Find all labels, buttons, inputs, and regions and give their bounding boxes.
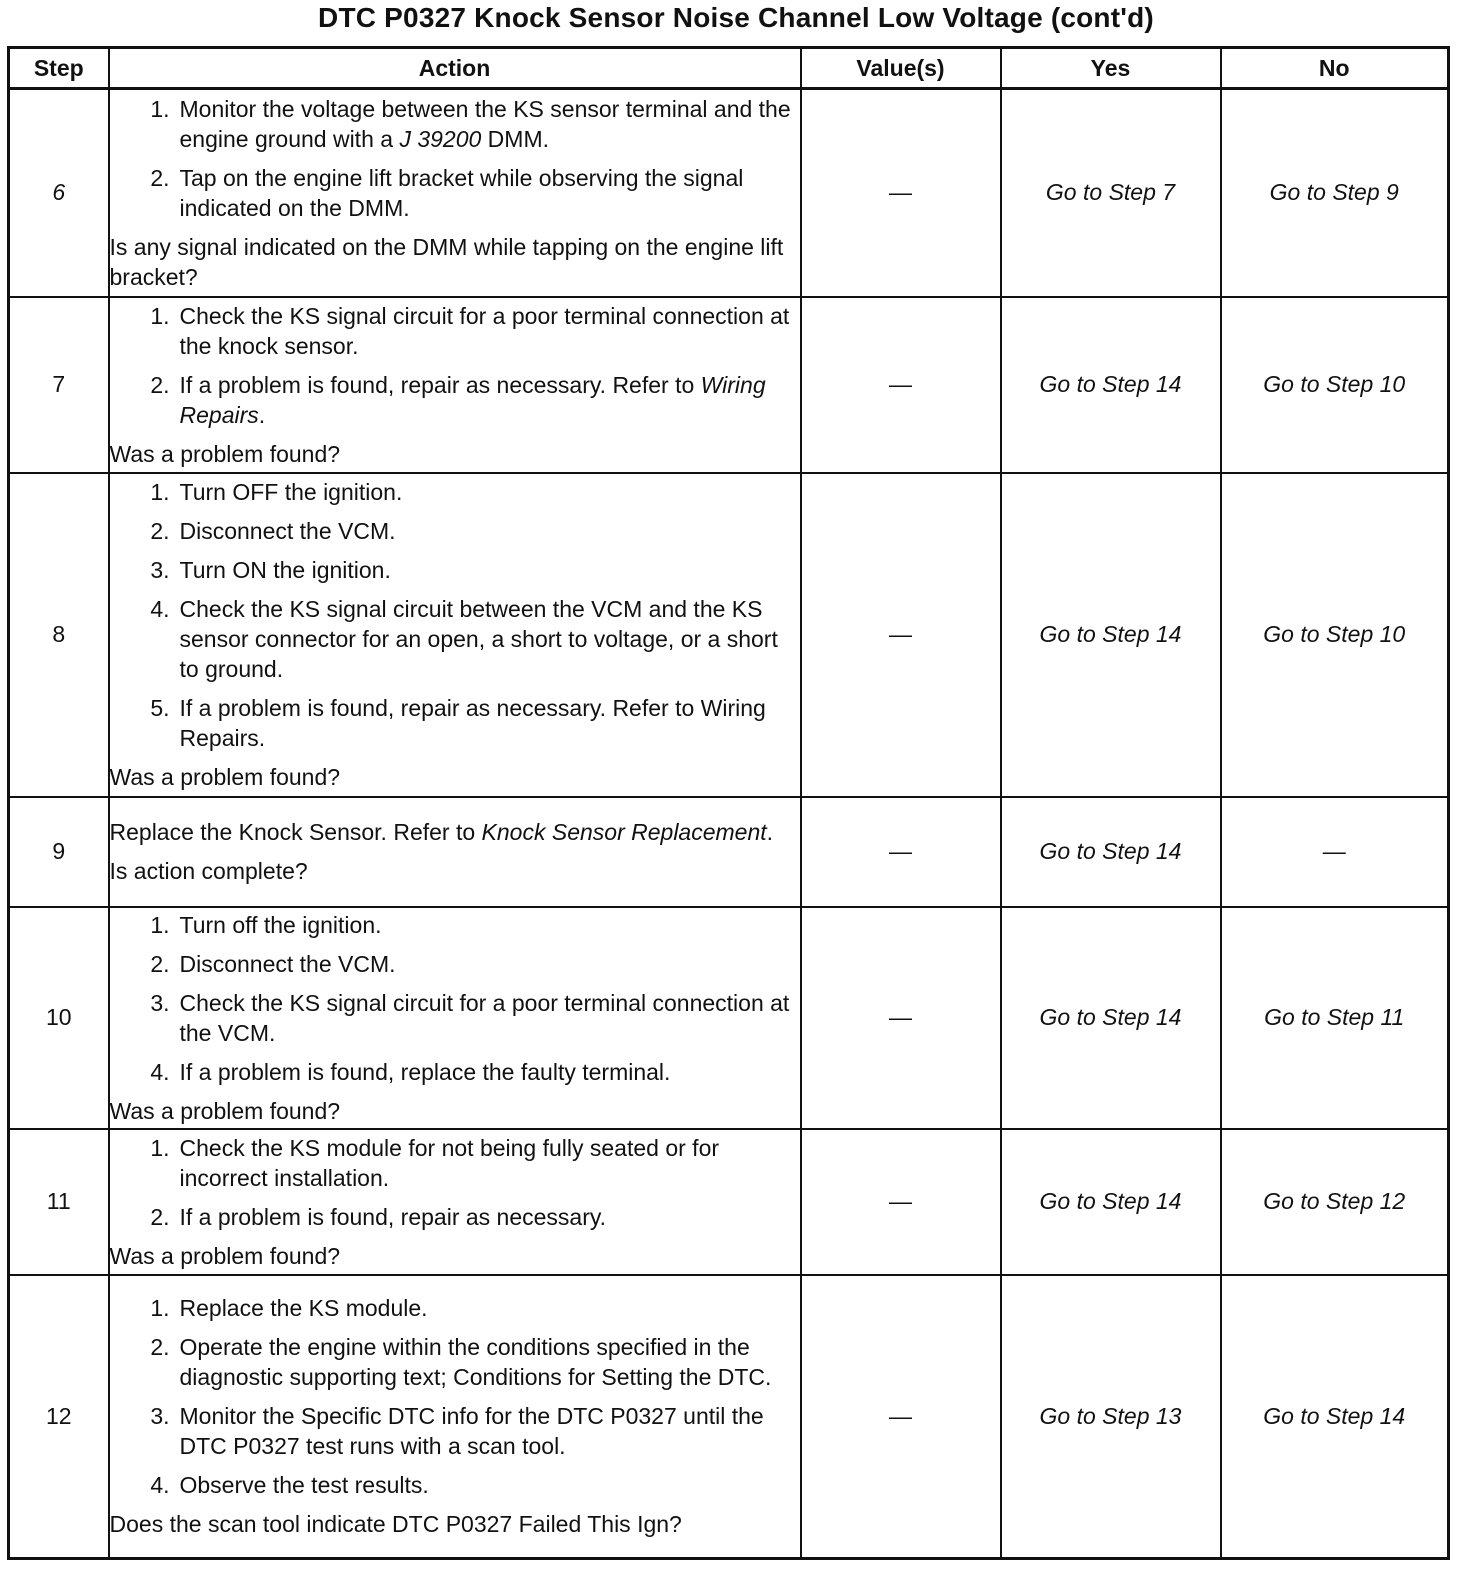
value-cell: — [801, 297, 1001, 473]
value-cell: — [801, 89, 1001, 297]
item-text: Turn ON the ignition. [179, 557, 391, 583]
action-cell [109, 1275, 801, 1559]
step-number: 6 [9, 89, 109, 297]
step-question: Was a problem found? [109, 440, 341, 467]
list-item [110, 1332, 800, 1392]
step-number: 8 [9, 473, 109, 797]
item-number: 2. [150, 518, 170, 544]
list-item [110, 301, 800, 361]
yes-cell: Go to Step 14 [1001, 297, 1221, 473]
list-item [110, 910, 800, 940]
item-number: 2. [150, 164, 170, 191]
no-cell: Go to Step 10 [1221, 297, 1449, 473]
yes-cell: Go to Step 14 [1001, 907, 1221, 1129]
step-number: 10 [9, 907, 109, 1129]
value-cell: — [801, 1275, 1001, 1559]
header-values: Value(s) [801, 48, 1001, 89]
action-steps [110, 1293, 800, 1500]
item-text: Check the KS signal circuit between the VCM and the KS sensor connector for an open, a short to voltage, or a short to ground. [179, 596, 778, 682]
table-row [9, 473, 1449, 797]
action-cell [109, 89, 801, 297]
item-text: If a problem is found, replace the faulty terminal. [179, 1058, 671, 1085]
header-yes: Yes [1001, 48, 1221, 89]
step-question: Was a problem found? [109, 1242, 341, 1269]
table-row [9, 1129, 1449, 1275]
action-text-start: Replace the Knock Sensor. Refer to [109, 819, 482, 845]
no-cell: Go to Step 12 [1221, 1129, 1449, 1275]
no-cell: Go to Step 10 [1221, 473, 1449, 797]
list-item [110, 1401, 800, 1461]
item-number: 1. [150, 302, 170, 329]
item-number: 1. [150, 1134, 170, 1161]
item-text: If a problem is found, repair as necessary. [179, 1203, 607, 1230]
yes-cell: Go to Step 13 [1001, 1275, 1221, 1559]
header-step: Step [9, 48, 109, 89]
action-cell [109, 907, 801, 1129]
item-text: Check the KS module for not being fully seated or for incorrect installation. [179, 1134, 720, 1191]
action-steps [110, 1133, 800, 1232]
list-item [110, 1470, 800, 1500]
yes-cell: Go to Step 14 [1001, 797, 1221, 907]
action-cell [109, 297, 801, 473]
step-question: Does the scan tool indicate DTC P0327 Failed This Ign? [109, 1511, 682, 1538]
item-number: 2. [150, 1334, 170, 1361]
action-cell [109, 797, 801, 907]
action-steps [110, 301, 800, 430]
action-cell [109, 473, 801, 797]
item-number: 1. [150, 95, 170, 122]
list-item [110, 988, 800, 1048]
item-ref-link: Knock Sensor Replacement [481, 819, 767, 845]
step-question: Is action complete? [109, 858, 308, 884]
list-item [110, 370, 800, 430]
step-question: Was a problem found? [109, 1097, 341, 1124]
item-number: 5. [150, 695, 170, 721]
step-question: Is any signal indicated on the DMM while tapping on the engine lift bracket? [109, 233, 784, 290]
action-steps [110, 477, 800, 753]
table-row [9, 1275, 1449, 1559]
item-text: Tap on the engine lift bracket while observing the signal indicated on the DMM. [179, 164, 744, 221]
item-ref-link: Wiring Repairs [179, 371, 766, 428]
item-text: If a problem is found, repair as necessary. Refer to Wiring Repairs. [179, 695, 766, 751]
step-number: 12 [9, 1275, 109, 1559]
item-number: 1. [150, 911, 170, 938]
item-number: 3. [150, 557, 170, 583]
item-text: Monitor the voltage between the KS sensor terminal and the engine ground with a [179, 95, 791, 152]
value-cell: — [801, 473, 1001, 797]
list-item [110, 1293, 800, 1323]
value-cell: — [801, 1129, 1001, 1275]
no-cell: Go to Step 11 [1221, 907, 1449, 1129]
list-item [110, 594, 800, 684]
item-number: 2. [150, 371, 170, 398]
list-item [110, 949, 800, 979]
list-item [110, 516, 800, 546]
action-text [110, 817, 800, 847]
item-text: Turn off the ignition. [179, 911, 382, 938]
yes-cell: Go to Step 7 [1001, 89, 1221, 297]
item-number: 3. [150, 989, 170, 1016]
step-number: 7 [9, 297, 109, 473]
item-number: 1. [150, 1295, 170, 1322]
no-cell: Go to Step 9 [1221, 89, 1449, 297]
item-text: Check the KS signal circuit for a poor terminal connection at the knock sensor. [179, 302, 790, 359]
item-text: Disconnect the VCM. [179, 518, 396, 544]
item-number: 4. [150, 1058, 170, 1085]
item-number: 3. [150, 1403, 170, 1430]
item-text: If a problem is found, repair as necessary. Refer to [179, 371, 701, 398]
action-cell [109, 1129, 801, 1275]
no-cell: — [1221, 797, 1449, 907]
item-number: 2. [150, 1203, 170, 1230]
item-number: 2. [150, 950, 170, 977]
list-item [110, 163, 800, 223]
table-row [9, 797, 1449, 907]
item-text-end: DMM. [481, 125, 550, 152]
item-text: Operate the engine within the conditions specified in the diagnostic supporting text; Conditions for Setting the DTC. [179, 1334, 772, 1391]
action-steps [110, 94, 800, 223]
no-cell: Go to Step 14 [1221, 1275, 1449, 1559]
diagnostic-table [7, 46, 1450, 1560]
action-text-end: . [766, 819, 774, 845]
page-title: DTC P0327 Knock Sensor Noise Channel Low Voltage (cont'd) [318, 2, 1154, 33]
list-item [110, 693, 800, 753]
step-question: Was a problem found? [109, 764, 341, 790]
value-cell: — [801, 907, 1001, 1129]
list-item [110, 1057, 800, 1087]
list-item [110, 555, 800, 585]
step-number: 11 [9, 1129, 109, 1275]
value-cell: — [801, 797, 1001, 907]
step-number: 9 [9, 797, 109, 907]
item-text: Check the KS signal circuit for a poor terminal connection at the VCM. [179, 989, 790, 1046]
item-text: Observe the test results. [179, 1472, 429, 1499]
item-tool-ref: J 39200 [399, 125, 482, 152]
list-item [110, 1133, 800, 1193]
table-row [9, 89, 1449, 297]
item-text: Turn OFF the ignition. [179, 479, 403, 505]
item-text: Disconnect the VCM. [179, 950, 396, 977]
table-row [9, 907, 1449, 1129]
item-text: Monitor the Specific DTC info for the DTC P0327 until the DTC P0327 test runs with a scan tool. [179, 1403, 764, 1460]
table-header-row [9, 48, 1449, 89]
item-number: 1. [150, 479, 170, 505]
list-item [110, 477, 800, 507]
item-number: 4. [150, 596, 170, 622]
list-item [110, 1202, 800, 1232]
yes-cell: Go to Step 14 [1001, 1129, 1221, 1275]
action-steps [110, 910, 800, 1087]
item-text: Replace the KS module. [179, 1295, 428, 1322]
item-text-end: . [258, 401, 266, 428]
table-row [9, 297, 1449, 473]
list-item [110, 94, 800, 154]
header-no: No [1221, 48, 1449, 89]
item-number: 4. [150, 1472, 170, 1499]
yes-cell: Go to Step 14 [1001, 473, 1221, 797]
header-action: Action [109, 48, 801, 89]
